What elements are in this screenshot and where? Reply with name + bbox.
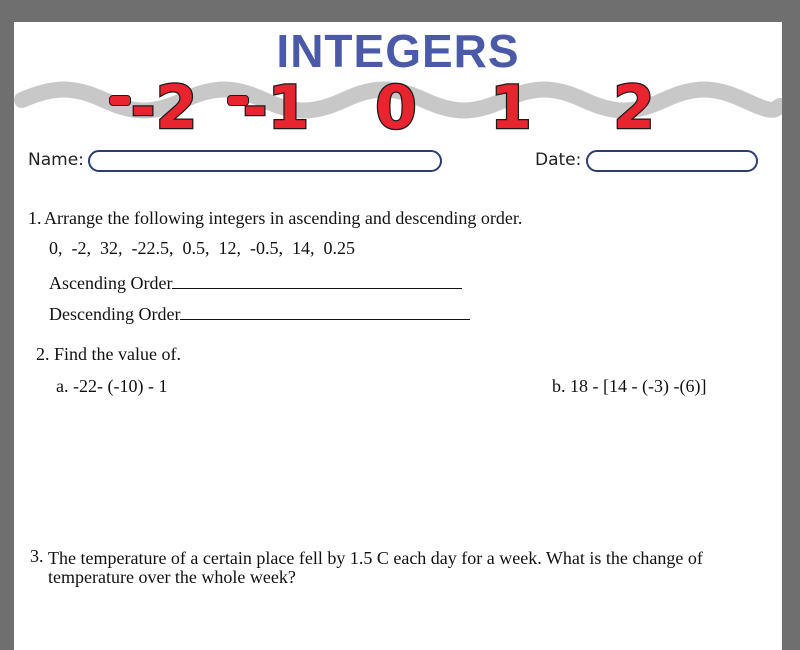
- number-line-banner: [14, 66, 782, 144]
- number-line-digit: 2: [613, 73, 655, 143]
- number-line-digit: 1: [490, 73, 532, 143]
- ascending-answer-line[interactable]: [172, 287, 462, 289]
- ascending-label: Ascending Order: [49, 273, 173, 293]
- name-label: Name:: [28, 150, 84, 170]
- question-2-text: Find the value of.: [54, 344, 181, 364]
- number-line-digit: -1: [242, 73, 310, 143]
- ascending-row: [49, 273, 462, 294]
- worksheet-page: [14, 22, 782, 650]
- question-2b: b. 18 - [14 - (-3) -(6)]: [552, 376, 707, 396]
- date-label: Date:: [535, 150, 582, 170]
- descending-answer-line[interactable]: [180, 318, 470, 320]
- integer-list: 0, -2, 32, -22.5, 0.5, 12, -0.5, 14, 0.25: [49, 238, 355, 258]
- number-line-digit: 0: [375, 73, 417, 143]
- question-2a: a. -22- (-10) - 1: [56, 376, 168, 396]
- date-field[interactable]: [586, 150, 758, 172]
- descending-label: Descending Order: [49, 304, 181, 324]
- worksheet-title: INTEGERS: [276, 25, 520, 77]
- name-field[interactable]: [88, 150, 442, 172]
- question-2-number: 2.: [36, 344, 50, 364]
- question-3-number: 3.: [30, 546, 44, 566]
- question-3-line-1: The temperature of a certain place fell by 1.5 C each day for a week. What is the change of: [48, 548, 703, 568]
- minus-sign: [110, 96, 130, 105]
- descending-row: [49, 304, 470, 325]
- question-1-text: Arrange the following integers in ascending and descending order.: [44, 208, 523, 228]
- question-1-number: 1.: [28, 208, 42, 228]
- question-3-line-2: temperature over the whole week?: [48, 567, 296, 587]
- number-line-digit: -2: [130, 73, 198, 143]
